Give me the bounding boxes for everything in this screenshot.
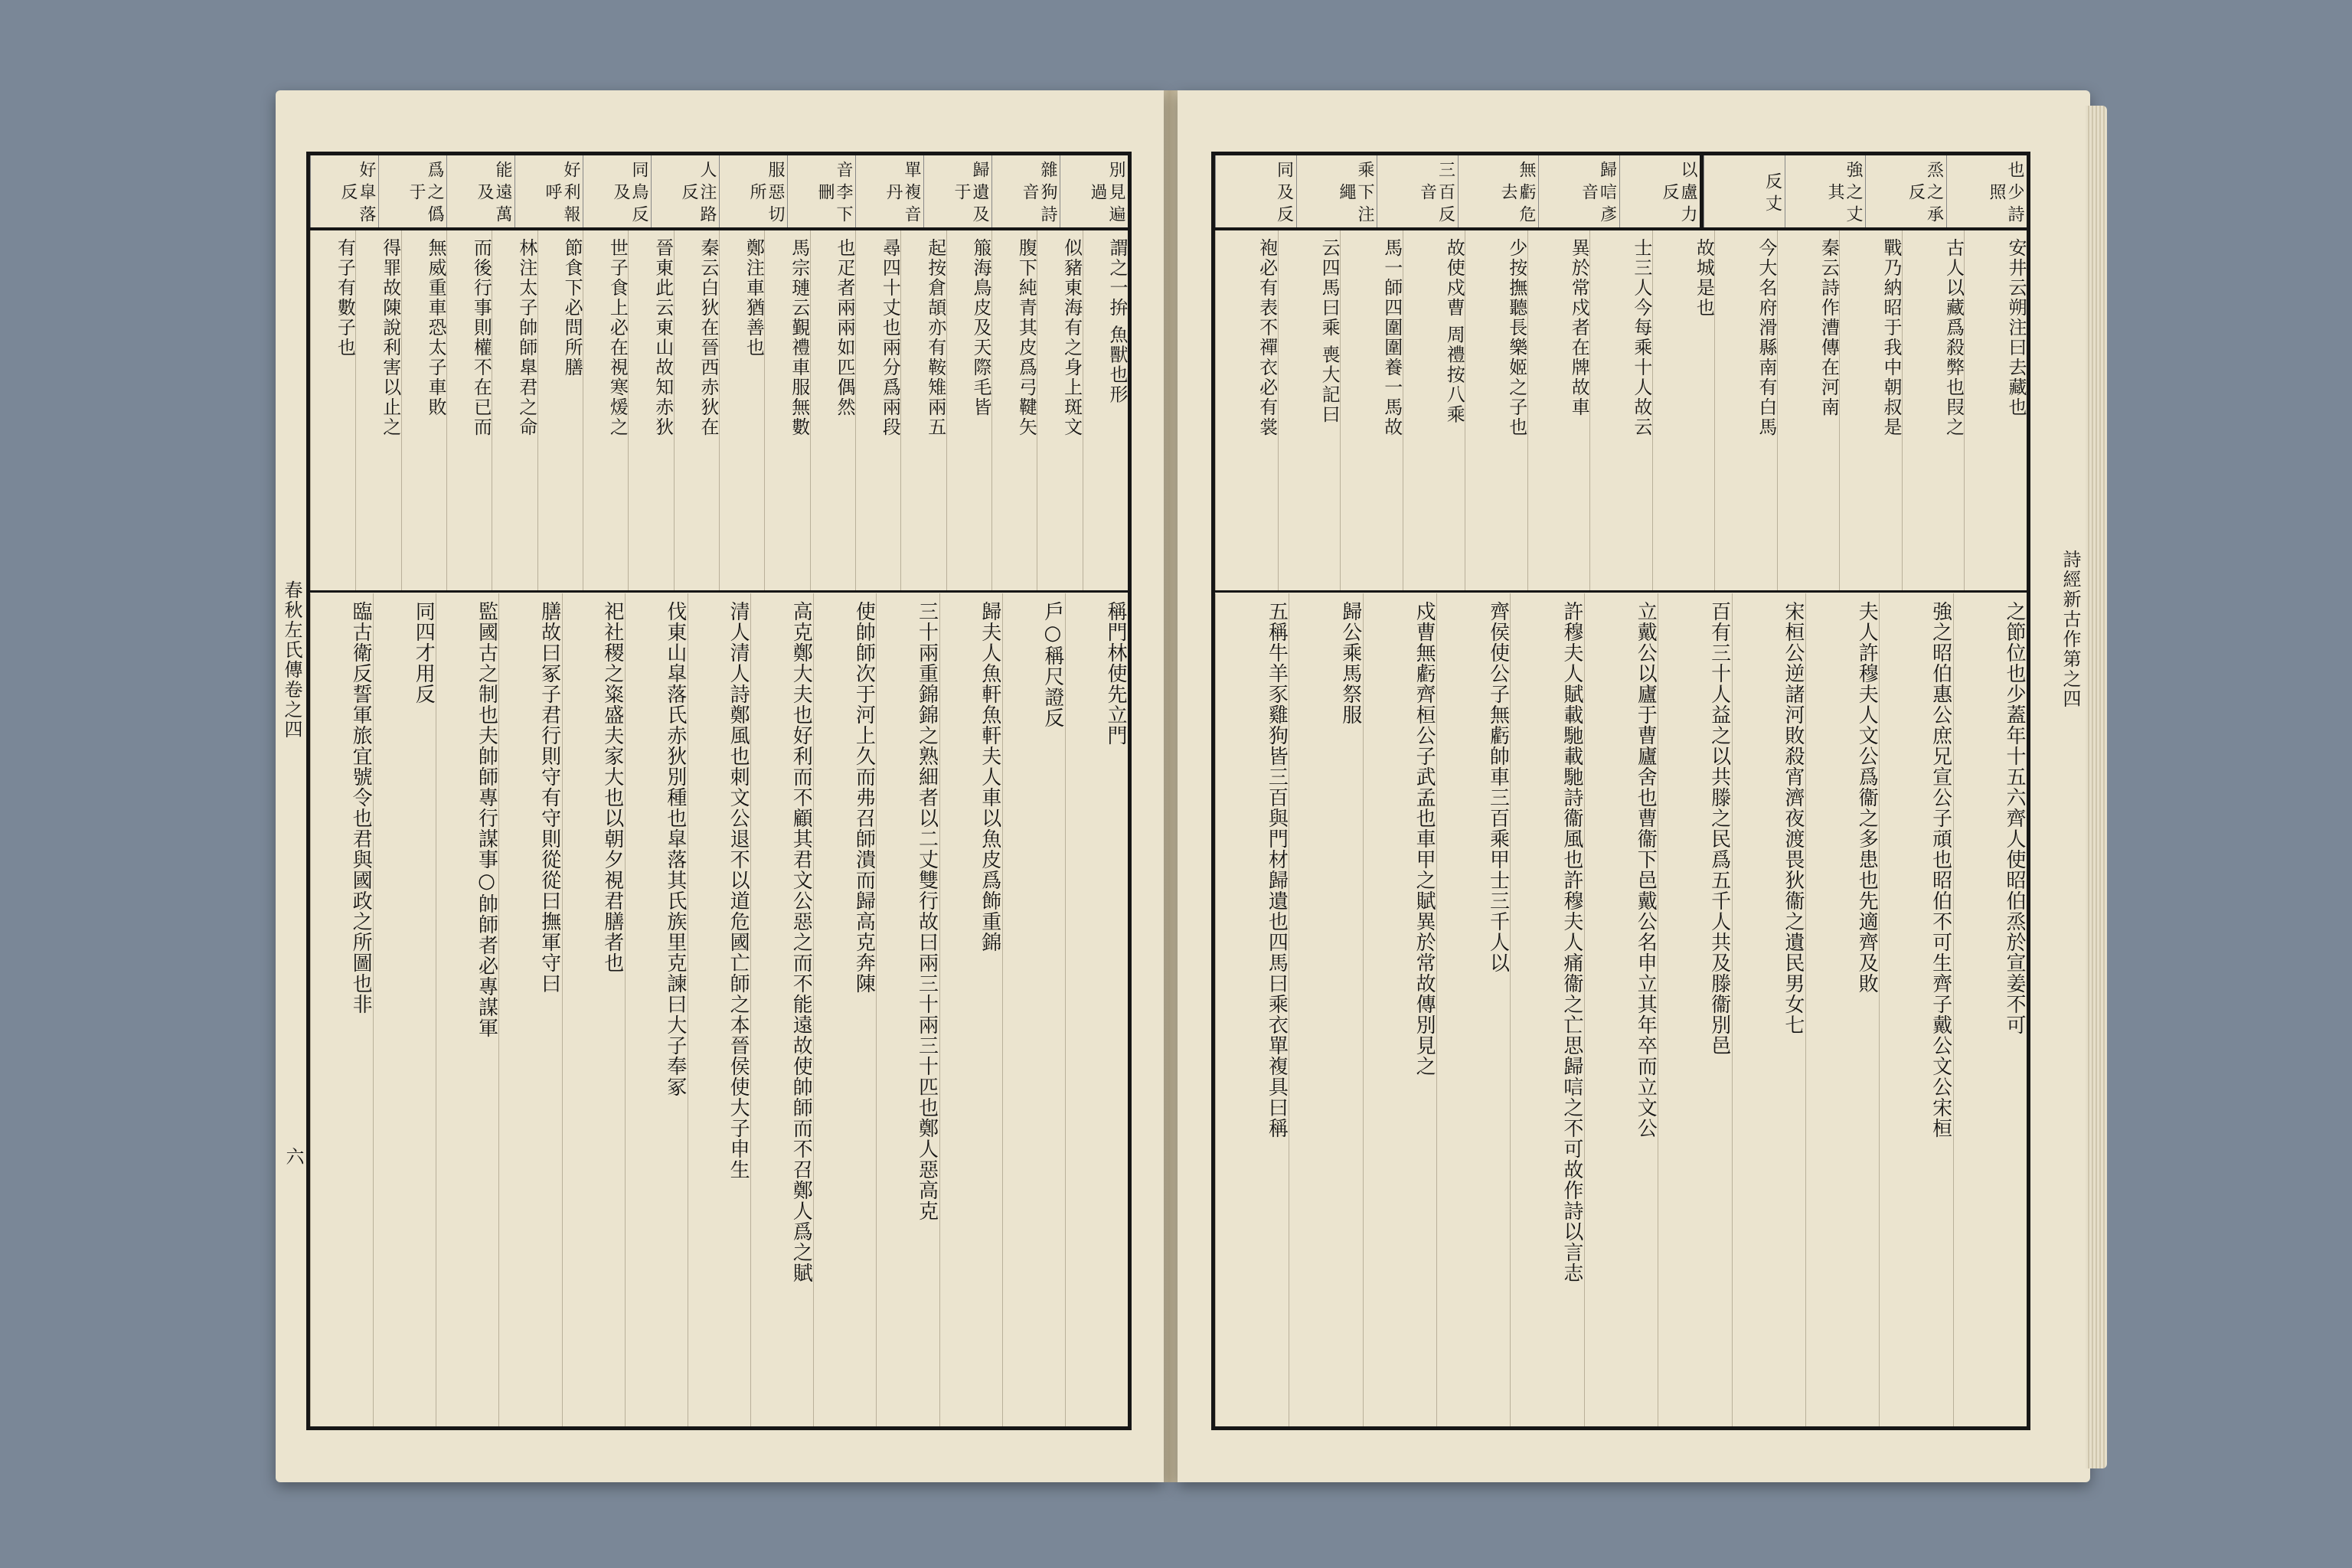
main-column: 同四才用反: [373, 593, 436, 1426]
note-column: 起按倉頡亦有鞍雉兩五: [900, 230, 946, 590]
note-column: 晉東此云東山故知赤狄: [628, 230, 673, 590]
gloss-cell: 人 注 路 反: [651, 155, 719, 227]
note-column: 故使戍曹 周禮按八乘: [1403, 230, 1465, 590]
gloss-cell: 乘 下 注 繩: [1296, 155, 1377, 227]
note-column: 節食下必問所膳: [537, 230, 583, 590]
note-column: 士三人今每乘十人故云: [1589, 230, 1652, 590]
gloss-cell: 以 盧 力 反: [1619, 155, 1700, 227]
main-column: 宋桓公逆諸河敗殺宵濟夜渡畏狄衞之遺民男女七: [1732, 593, 1805, 1426]
note-column: 箙海鳥皮及天際毛皆: [946, 230, 991, 590]
gloss-cell: 能 遠 萬 及: [446, 155, 514, 227]
open-book: [276, 90, 2090, 1482]
left-page-number: 六: [283, 1147, 304, 1167]
note-column: 而後行事則權不在已而: [446, 230, 492, 590]
note-column: 安井云朔注曰去藏也: [1964, 230, 2027, 590]
note-column: 馬一師四圍圍養一馬故: [1340, 230, 1403, 590]
note-column: 秦云詩作漕傳在河南: [1777, 230, 1840, 590]
gloss-cell: 三 百 反 音: [1377, 155, 1458, 227]
gloss-cell: 雜 狗 詩 音: [991, 155, 1060, 227]
left-upper-notes: [310, 230, 1128, 593]
main-column: 百有三十人益之以共滕之民爲五千人共及滕衞別邑: [1658, 593, 1731, 1426]
main-column: 臨古衛反誓軍旅宜號令也君與國政之所圖也非: [310, 593, 373, 1426]
gloss-cell: 爲 之 僞 于: [378, 155, 446, 227]
note-column: 林注太子帥師臯君之命: [492, 230, 537, 590]
note-column: 似豬東海有之身上斑文: [1037, 230, 1082, 590]
note-column: 得罪故陳說利害以止之: [355, 230, 400, 590]
left-gloss-band: [310, 155, 1128, 230]
gloss-cell: 同 鳥 反 及: [583, 155, 651, 227]
right-text-frame: [1211, 152, 2030, 1430]
right-margin-title: 詩經新古作第之四: [2060, 550, 2081, 709]
note-column: 古人以藏爲殺弊也叚之: [1902, 230, 1965, 590]
gloss-cell: 歸 遺 及 于: [923, 155, 991, 227]
right-main-text: [1215, 593, 2027, 1426]
gloss-cell: 別 見 遍 過: [1060, 155, 1128, 227]
page-edges: [2086, 106, 2107, 1468]
note-column: 世子食上必在視寒煖之: [583, 230, 628, 590]
gloss-cell: 無 虧 危 去: [1458, 155, 1539, 227]
right-upper-notes: [1215, 230, 2027, 593]
main-column: 立戴公以廬于曹廬舍也曹衞下邑戴公名申立其年卒而立文公: [1584, 593, 1658, 1426]
gloss-cell: 烝 之 承 反: [1865, 155, 1946, 227]
main-column: 歸公乘馬祭服: [1289, 593, 1362, 1426]
main-column: 戍曹無虧齊桓公子武孟也車甲之賦異於常故傳別見之: [1363, 593, 1436, 1426]
note-column: 無威重車恐太子車敗: [401, 230, 446, 590]
main-column: 監國古之制也夫帥師專行謀事○帥師者必專謀軍: [436, 593, 498, 1426]
note-column: 少按撫聽長樂姬之子也: [1465, 230, 1527, 590]
note-column: 鄭注車猶善也: [719, 230, 764, 590]
note-column: 也疋者兩兩如匹偶然: [810, 230, 855, 590]
gloss-cell: 強 之 丈 其: [1785, 155, 1866, 227]
main-column: 之節位也少蓋年十五六齊人使昭伯烝於宣姜不可: [1953, 593, 2027, 1426]
right-page: [1178, 90, 2090, 1482]
left-margin-title: 春秋左氏傳卷之四: [281, 580, 302, 740]
left-main-text: [310, 593, 1128, 1426]
main-column: 膳故曰冢子君行則守有守則從從曰撫軍守曰: [498, 593, 561, 1426]
gloss-cell: 單 複 音 丹: [855, 155, 923, 227]
main-column: 五稱牛羊豕雞狗皆三百與門材歸遺也四馬曰乘衣單複具曰稱: [1215, 593, 1289, 1426]
gloss-cell: 好 皐 落 反: [310, 155, 378, 227]
main-column: 稱門林使先立門: [1065, 593, 1128, 1426]
note-column: 有子有數子也: [310, 230, 355, 590]
main-column: 使帥師次于河上久而弗召師潰而歸高克奔陳: [813, 593, 876, 1426]
main-column: 夫人許穆夫人文公爲衞之多患也先適齊及敗: [1805, 593, 1879, 1426]
main-column: 歸夫人魚軒魚軒夫人車以魚皮爲飾重錦: [939, 593, 1002, 1426]
gloss-cell: 歸 唁 彥 音: [1538, 155, 1619, 227]
right-gloss-band: [1215, 155, 2027, 230]
main-column: 強之昭伯惠公庶兄宣公子頑也昭伯不可生齊子戴公文公宋桓: [1879, 593, 1952, 1426]
note-column: 秦云白狄在晉西赤狄在: [674, 230, 719, 590]
note-column: 故城是也: [1652, 230, 1715, 590]
note-column: 腹下純青其皮爲弓鞬矢: [991, 230, 1037, 590]
gloss-cell: 服 惡 切 所: [719, 155, 787, 227]
note-column: 謂之一拚 魚獸也形: [1083, 230, 1128, 590]
note-column: 云四馬曰乘 喪大記曰: [1278, 230, 1341, 590]
gloss-cell: 反 丈: [1704, 155, 1785, 227]
main-column: 三十兩重錦錦之熟細者以二丈雙行故曰兩三十兩三十匹也鄭人惡高克: [876, 593, 939, 1426]
note-column: 馬宗璉云覲禮車服無數: [764, 230, 809, 590]
main-column: 祀社稷之粢盛夫家大也以朝夕視君膳者也: [562, 593, 625, 1426]
note-column: 異於常戍者在牌故車: [1527, 230, 1590, 590]
main-column: 清人清人詩鄭風也刺文公退不以道危國亡師之本晉侯使大子申生: [688, 593, 750, 1426]
gloss-cell: 音 李 下 刪: [787, 155, 855, 227]
main-column: 許穆夫人賦載馳載馳詩衞風也許穆夫人痛衞之亡思歸唁之不可故作詩以言志: [1510, 593, 1583, 1426]
gloss-cell: 好 利 報 呼: [514, 155, 583, 227]
main-column: 戶○稱尺證反: [1002, 593, 1065, 1426]
gloss-cell: 也 少 詩 照: [1946, 155, 2027, 227]
gloss-cell: 同 及 反: [1215, 155, 1296, 227]
main-column: 高克鄭大夫也好利而不顧其君文公惡之而不能遠故使帥師而不召鄭人爲之賦: [750, 593, 813, 1426]
note-column: 今大名府滑縣南有白馬: [1714, 230, 1777, 590]
note-column: 戰乃納昭于我中朝叔是: [1839, 230, 1902, 590]
left-text-frame: [306, 152, 1132, 1430]
main-column: 齊侯使公子無虧帥車三百乘甲士三千人以: [1436, 593, 1510, 1426]
main-column: 伐東山皐落氏赤狄別種也皐落其氏族里克諫曰大子奉冢: [625, 593, 688, 1426]
note-column: 尋四十丈也兩分爲兩段: [855, 230, 900, 590]
left-page: [276, 90, 1164, 1482]
note-column: 袍必有表不禪衣必有裳: [1215, 230, 1278, 590]
